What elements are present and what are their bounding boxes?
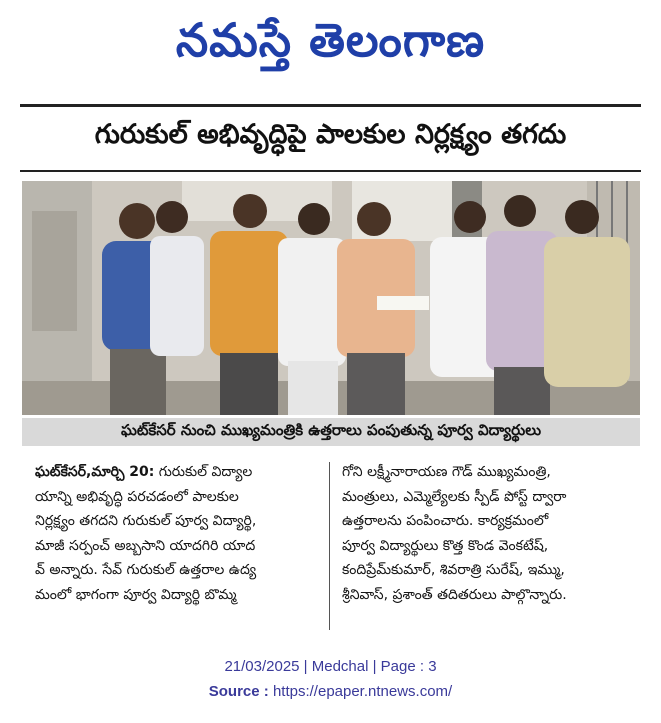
article-line: నిర్లక్ష్యం తగదని గురుకుల్ పూర్వ విద్యార్థి, [35, 513, 257, 530]
source-line [0, 683, 661, 700]
article-line: గోని లక్ష్మీనారాయణ గౌడ్ ముఖ్యమంత్రి, [342, 464, 551, 480]
publication-info: 21/03/2025 | Medchal | Page : 3 [224, 658, 437, 675]
article-line: కందిప్రేమ్‌కుమార్, శివరాత్రి సురేష్, ఇమ్ము, [342, 562, 565, 579]
article-headline: గురుకుల్ అభివృద్ధిపై పాలకుల నిర్లక్ష్యం తగదు [94, 119, 567, 150]
article-line: వ్ అన్నారు. సేవ్ గురుకుల్ ఉత్తరాల ఉద్య [35, 562, 257, 579]
masthead-title: నమస్తే తెలంగాణ [175, 13, 486, 67]
article-column-right [342, 460, 642, 608]
article-line: యాన్ని అభివృద్ధి పరచడంలో పాలకుల [35, 488, 239, 505]
article-line: మాజీ సర్పంచ్ అబ్బసాని యాదగిరి యాద [35, 537, 256, 554]
article-line: శ్రీనివాస్, ప్రశాంత్ తదితరులు పాల్గొన్నారు. [342, 586, 567, 603]
article-column-left [35, 460, 325, 608]
source-label: Source : [208, 683, 269, 700]
group-photo-illustration [22, 181, 640, 415]
article-line: మంలో భాగంగా పూర్వ విద్యార్థి బొమ్మ [35, 586, 237, 603]
photo-caption: ఘట్‌కేసర్ నుంచి ముఖ్యమంత్రికి ఉత్తరాలు పంపుతున్న పూర్వ విద్యార్థులు [22, 418, 640, 446]
headline-bottom-rule [20, 170, 641, 172]
column-divider [329, 462, 330, 630]
article-dateline: ఘట్‌కేసర్,మార్చి 20: [35, 464, 155, 480]
article-line [35, 460, 325, 485]
article-line-text: గురుకుల్ విద్యాల [158, 464, 253, 480]
source-link[interactable]: https://epaper.ntnews.com/ [272, 683, 453, 700]
newspaper-masthead [0, 0, 661, 92]
article-line: మంత్రులు, ఎమ్మెల్యేలకు స్పీడ్ పోస్ట్ ద్వారా [342, 488, 567, 505]
article-line: ఉత్తరాలను పంపించారు. కార్యక్రమంలో [342, 513, 549, 530]
article-photo [22, 181, 640, 415]
headline-top-rule [20, 104, 641, 107]
article-line: పూర్వ విద్యార్థులు కొత్త కొండ వెంకటేష్, [342, 537, 549, 554]
